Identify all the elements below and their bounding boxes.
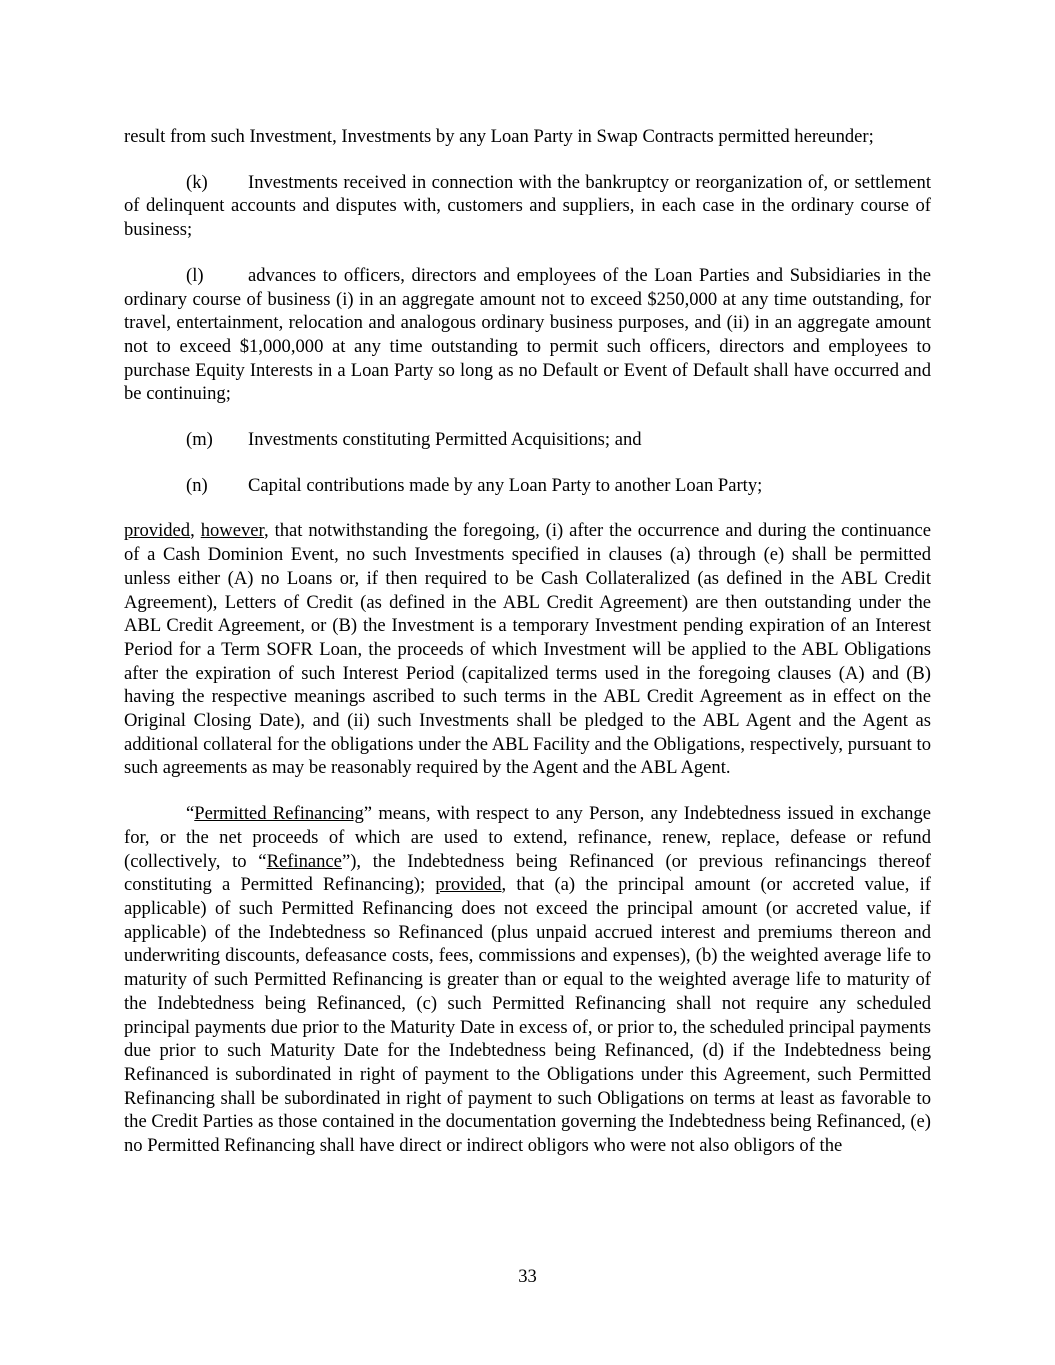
- clause-text: Investments constituting Permitted Acquisitions; and: [248, 429, 642, 451]
- paragraph-text: “: [186, 803, 195, 825]
- defined-term: Refinance: [266, 850, 342, 872]
- underlined-term: provided: [435, 874, 502, 896]
- clause-n: [124, 474, 931, 498]
- proviso-paragraph: [124, 519, 931, 780]
- clause-marker: (k): [186, 171, 208, 193]
- underlined-term: however: [200, 520, 264, 542]
- clause-marker: (m): [186, 429, 213, 451]
- clause-text: Capital contributions made by any Loan Party to another Loan Party;: [248, 474, 763, 496]
- document-body: [124, 125, 931, 1180]
- underlined-term: provided: [124, 520, 191, 542]
- paragraph-text: , that (a) the principal amount (or accreted value, if applicable) of such Permitted Refinancing does not exceed the principal amount (or accreted value, if applicable) of the Indebtedness so Refinanced (plus unpaid accrued interest and premiums thereon and underwriting discounts, defeasance costs, fees, commissions and expenses), (b) the weighted average life to maturity of such Permitted Refinancing is greater than or equal to the weighted average life to maturity of the Indebtedness being Refinanced, (c) such Permitted Refinancing shall not require any scheduled principal payments due prior to the Maturity Date in excess of, or prior to, the scheduled principal payments due prior to such Maturity Date for the Indebtedness being Refinanced, (d) if the Indebtedness being Refinanced is subordinated in right of payment to the Obligations under this Agreement, such Permitted Refinancing shall be subordinated in right of payment to such Obligations on terms at least as favorable to the Credit Parties as those contained in the documentation governing the Indebtedness being Refinanced, (e) no Permitted Refinancing shall have direct or indirect obligors who were not also obligors of the: [124, 874, 931, 1157]
- paragraph-text: ” means, with respect to any Person, any Indebtedness issued in exchange for, or the net proceeds of which are used to extend, refinance, renew, replace, defease or refund (collectively, to “: [124, 803, 931, 872]
- clause-marker: (n): [186, 474, 208, 496]
- definition-permitted-refinancing: [124, 802, 931, 1158]
- paragraph-text: , that notwithstanding the foregoing, (i) after the occurrence and during the continuance of a Cash Dominion Event, no such Investments specified in clauses (a) through (e) shall be permitted unless either (A) no Loans or, if then required to be Cash Collateralized (as defined in the ABL Credit Agreement), Letters of Credit (as defined in the ABL Credit Agreement) are then outstanding under the ABL Credit Agreement, or (B) the Investment is a temporary Investment pending expiration of an Interest Period for a Term SOFR Loan, the proceeds of which Investment will be applied to the ABL Obligations after the expiration of such Interest Period (capitalized terms used in the foregoing clauses (A) and (B) having the respective meanings ascribed to such terms in the ABL Credit Agreement as in effect on the Original Closing Date), and (ii) such Investments shall be pledged to the ABL Agent and the Agent as additional collateral for the obligations under the ABL Facility and the Obligations, respectively, pursuant to such agreements as may be reasonably required by the Agent and the ABL Agent.: [124, 520, 931, 779]
- paragraph-continuation: [124, 125, 931, 149]
- defined-term: Permitted Refinancing: [194, 803, 364, 825]
- paragraph-text: ,: [190, 520, 201, 542]
- paragraph-text: result from such Investment, Investments by any Loan Party in Swap Contracts permitted hereunder;: [124, 126, 874, 147]
- clause-text: advances to officers, directors and employees of the Loan Parties and Subsidiaries in the ordinary course of business (i) in an aggregate amount not to exceed $250,000 at any time outstanding, for travel, entertainment, relocation and analogous ordinary business purposes, and (ii) in an aggregate amount not to exceed $1,000,000 at any time outstanding to permit such officers, directors and employees to purchase Equity Interests in a Loan Party so long as no Default or Event of Default shall have occurred and be continuing;: [124, 264, 931, 405]
- clause-l: [124, 264, 931, 406]
- page-number: 33: [518, 1266, 537, 1287]
- clause-text: Investments received in connection with the bankruptcy or reorganization of, or settlement of delinquent accounts and disputes with, customers and suppliers, in each case in the ordinary course of business;: [124, 171, 931, 241]
- clause-marker: (l): [186, 264, 204, 286]
- clause-m: [124, 428, 931, 452]
- clause-k: [124, 171, 931, 242]
- paragraph-text: ”), the Indebtedness being Refinanced (or previous refinancings thereof constituting a Permitted Refinancing);: [124, 850, 931, 896]
